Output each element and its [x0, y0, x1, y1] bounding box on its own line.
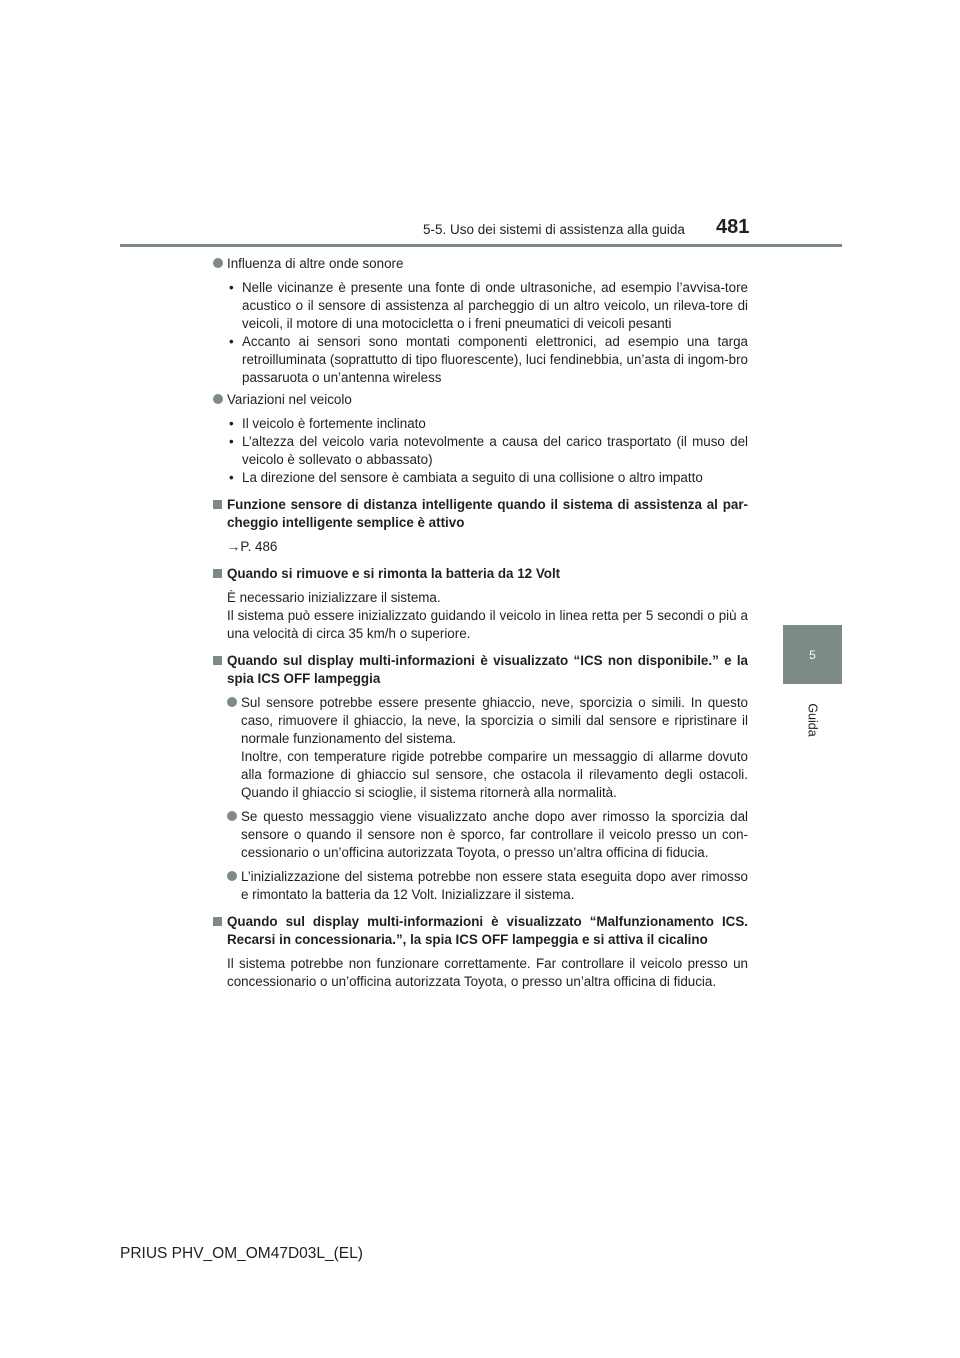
dot-list: [227, 279, 748, 387]
dot-marker-icon: •: [229, 280, 234, 295]
page-reference-link[interactable]: →P. 486: [227, 539, 278, 554]
square-section: [213, 496, 748, 556]
chapter-tab-number: 5: [809, 647, 816, 662]
section-title: Quando sul display multi-informazioni è visualizzato “Malfunzionamento ICS. Recarsi in concessionaria.”, la spia ICS OFF lampeggia e si attiva il cicalino: [227, 914, 748, 947]
square-bullet-icon: [213, 500, 222, 509]
list-item: • Nelle vicinanze è presente una fonte di onde ultrasoniche, ad esempio l’avvisa-tore acustico o il sensore di assistenza al parcheggio di un altro veicolo, un rileva-tore di veicoli, il motore di una motocicletta o i freni pneumatici di veicoli pesanti: [229, 280, 748, 331]
list-item: • La direzione del sensore è cambiata a seguito di una collisione o altro impatto: [229, 470, 703, 485]
page-content: [213, 255, 748, 991]
chapter-label-text: Guida: [805, 703, 820, 737]
square-section: [213, 565, 748, 643]
bullet-icon: [227, 871, 237, 881]
bullet-section: [213, 391, 748, 409]
header-section-title: 5-5. Uso dei sistemi di assistenza alla guida: [423, 222, 685, 237]
section-text: È necessario inizializzare il sistema.: [227, 590, 441, 605]
sub-bullet: Se questo messaggio viene visualizzato anche dopo aver rimosso la sporcizia dal sensore o quando il sensore non è sporco, far controllare il veicolo presso un con-cessionario o un’officina autorizzata Toyota, o presso un’altra officina di fiducia.: [227, 808, 748, 862]
sub-bullet: L’inizializzazione del sistema potrebbe non essere stata eseguita dopo aver rimosso e rimontato la batteria da 12 Volt. Inizializzare il sistema.: [227, 868, 748, 904]
bullet-title: Variazioni nel veicolo: [227, 392, 352, 407]
bullet-icon: [213, 258, 223, 268]
section-title: Funzione sensore di distanza intelligente quando il sistema di assistenza al par-cheggio intelligente semplice è attivo: [227, 497, 748, 530]
list-item: • Accanto ai sensori sono montati componenti elettronici, ad esempio una targa retroilluminata (soprattutto di tipo fluorescente), luci fendinebbia, un’asta di ingom-bro passaruota o un’antenna wireless: [229, 334, 748, 385]
chapter-tab[interactable]: [783, 625, 842, 684]
dot-marker-icon: •: [229, 416, 234, 431]
bullet-icon: [227, 811, 237, 821]
section-text: Il sistema potrebbe non funzionare correttamente. Far controllare il veicolo presso un concessionario o un’officina autorizzata Toyota, o presso un’altra officina di fiducia.: [227, 956, 748, 989]
dot-marker-icon: •: [229, 470, 234, 485]
document-code: PRIUS PHV_OM_OM47D03L_(EL): [120, 1245, 363, 1262]
page-number: 481: [716, 216, 750, 238]
header-divider: [120, 244, 842, 247]
square-section: [213, 652, 748, 904]
section-text: Il sistema può essere inizializzato guidando il veicolo in linea retta per 5 secondi o più a una velocità di circa 35 km/h o superiore.: [227, 608, 748, 641]
dot-marker-icon: •: [229, 434, 234, 449]
square-bullet-icon: [213, 656, 222, 665]
square-bullet-icon: [213, 917, 222, 926]
square-section: [213, 913, 748, 991]
bullet-section: [213, 255, 748, 273]
bullet-icon: [227, 697, 237, 707]
chapter-label: [783, 700, 842, 740]
section-title: Quando sul display multi-informazioni è visualizzato “ICS non disponibile.” e la spia ICS OFF lampeggia: [227, 653, 748, 686]
sub-bullet: Sul sensore potrebbe essere presente ghiaccio, neve, sporcizia o simili. In questo caso, rimuovere il ghiaccio, la neve, la sporcizia o simili dal sensore e ripristinare il normale funzionamento del sistema. Inoltre, con temperature rigide potrebbe comparire un messaggio di allarme dovuto alla formazione di ghiaccio sul sensore, che ostacola il rilevamento degli ostacoli. Quando il ghiaccio si scioglie, il sistema ritornerà alla normalità.: [227, 694, 748, 802]
list-item: • Il veicolo è fortemente inclinato: [229, 416, 426, 431]
dot-marker-icon: •: [229, 334, 234, 349]
bullet-icon: [213, 394, 223, 404]
square-bullet-icon: [213, 569, 222, 578]
bullet-title: Influenza di altre onde sonore: [227, 256, 404, 271]
dot-list: [227, 415, 748, 487]
section-title: Quando si rimuove e si rimonta la batteria da 12 Volt: [227, 566, 561, 581]
list-item: • L’altezza del veicolo varia notevolmente a causa del carico trasportato (il muso del veicolo è sollevato o abbassato): [229, 434, 748, 467]
